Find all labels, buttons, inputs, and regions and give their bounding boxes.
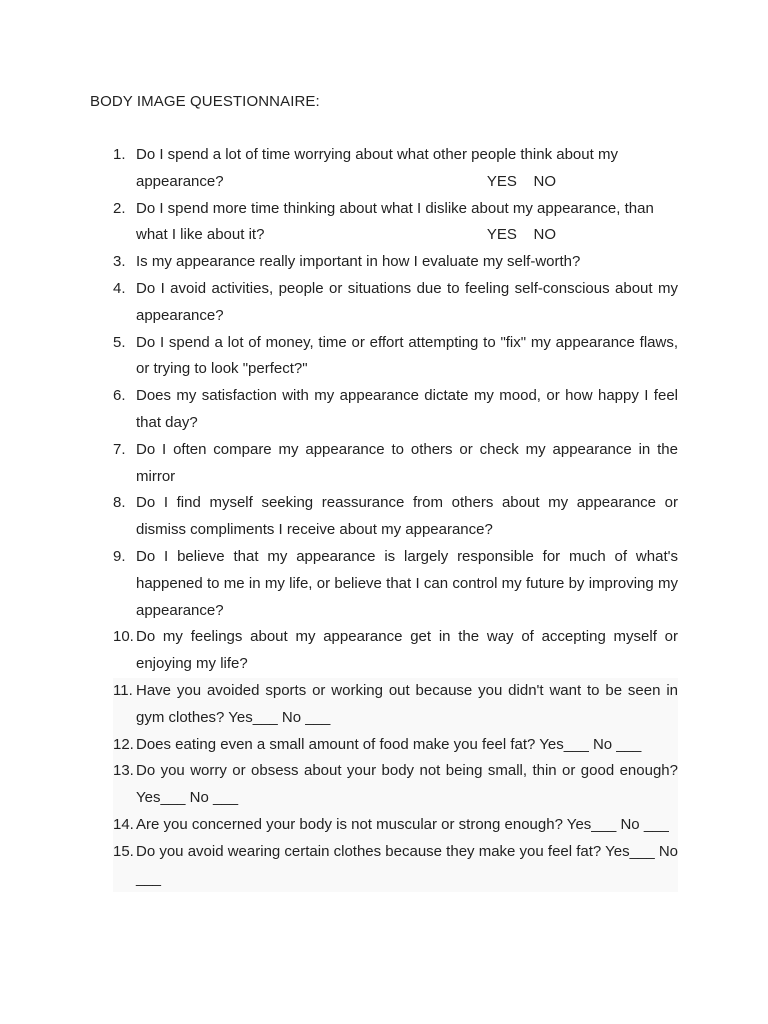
question-text: Does my satisfaction with my appearance dictate my mood, or how happy I feel that day?	[136, 387, 678, 431]
question-text: Do I spend a lot of time worrying about what other people think about my	[136, 146, 618, 163]
list-item	[113, 732, 678, 759]
question-text: Do you worry or obsess about your body not being small, thin or good enough? Yes___ No ___	[136, 762, 678, 807]
yes-no-options: YES NO	[486, 226, 556, 244]
list-item	[113, 544, 678, 624]
question-answer-line	[136, 169, 556, 196]
question-number: 15.	[113, 842, 134, 860]
list-item	[113, 624, 678, 678]
page-title: BODY IMAGE QUESTIONNAIRE:	[90, 93, 320, 110]
question-text: Is my appearance really important in how I evaluate my self-worth?	[136, 253, 581, 271]
list-item	[113, 437, 678, 491]
question-number: 10.	[113, 628, 134, 646]
yes-no-options: YES NO	[486, 172, 556, 190]
question-list	[113, 142, 678, 892]
list-item	[113, 839, 678, 893]
question-text: Do my feelings about my appearance get in the way of accepting myself or enjoying my life?	[136, 628, 678, 673]
question-number: 11.	[113, 681, 133, 699]
question-text: Are you concerned your body is not muscular or strong enough? Yes___ No ___	[136, 815, 669, 833]
question-number: 2.	[113, 199, 126, 217]
question-number: 13.	[113, 762, 134, 780]
question-text: Have you avoided sports or working out because you didn't want to be seen in gym clothes? Yes___ No ___	[136, 681, 678, 726]
question-number: 12.	[113, 735, 134, 753]
list-item	[113, 196, 678, 250]
list-item	[113, 330, 678, 384]
question-text: Do I spend more time thinking about what I dislike about my appearance, than	[136, 199, 654, 217]
question-text: Do I believe that my appearance is largely responsible for much of what's happened to me in my life, or believe that I can control my future by improving my appearance?	[136, 547, 678, 619]
question-text-continued: appearance?	[136, 172, 224, 190]
list-item	[113, 678, 678, 732]
list-item	[113, 142, 678, 196]
question-answer-line	[136, 222, 556, 249]
question-number: 8.	[113, 494, 126, 512]
question-text: Does eating even a small amount of food make you feel fat? Yes___ No ___	[136, 735, 642, 753]
question-number: 7.	[113, 440, 126, 458]
question-number: 4.	[113, 279, 126, 297]
question-number: 5.	[113, 333, 126, 351]
question-number: 6.	[113, 387, 126, 405]
list-item	[113, 276, 678, 330]
question-text: Do I spend a lot of money, time or effort attempting to "fix" my appearance flaws, or trying to look "perfect?"	[136, 333, 678, 378]
question-number: 1.	[113, 146, 126, 163]
question-text: Do I avoid activities, people or situations due to feeling self-conscious about my appearance?	[136, 279, 678, 324]
list-item	[113, 758, 678, 812]
list-item	[113, 812, 678, 839]
question-text: Do I find myself seeking reassurance from others about my appearance or dismiss compliments I receive about my appearance?	[136, 494, 678, 539]
list-item	[113, 490, 678, 544]
list-item	[113, 249, 678, 276]
question-text-continued: what I like about it?	[136, 226, 265, 244]
question-text: Do you avoid wearing certain clothes because they make you feel fat? Yes___ No ___	[136, 842, 679, 887]
question-number: 14.	[113, 815, 134, 833]
question-number: 3.	[113, 253, 126, 271]
question-text: Do I often compare my appearance to others or check my appearance in the mirror	[136, 440, 678, 485]
question-number: 9.	[113, 547, 126, 565]
list-item	[113, 383, 678, 437]
